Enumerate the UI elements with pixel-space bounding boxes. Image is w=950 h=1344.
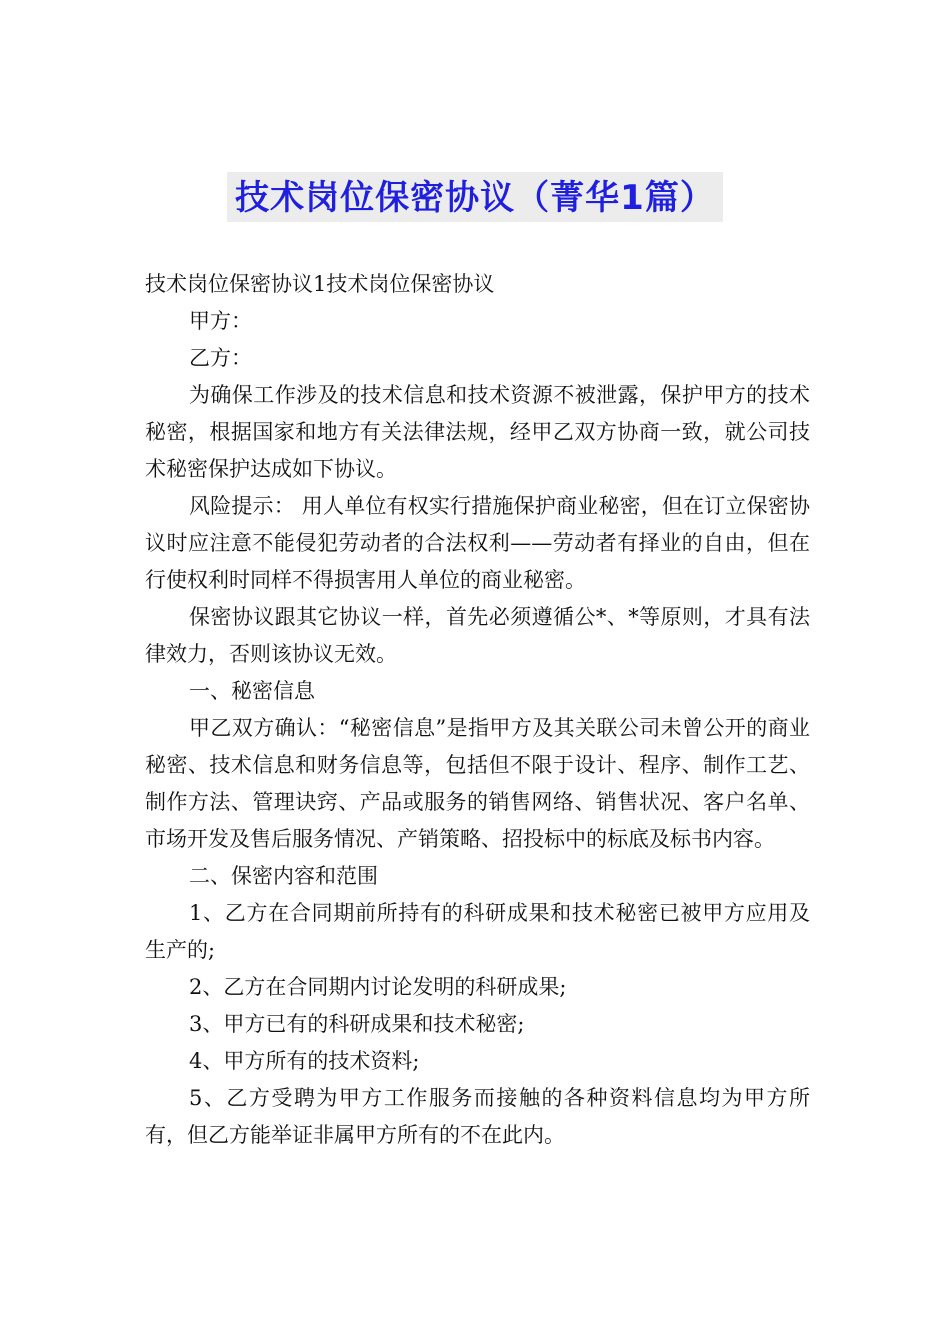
party-b-line: 乙方：	[189, 346, 252, 370]
secret-info-definition: 甲乙双方确认：“秘密信息”是指甲方及其关联公司未曾公开的商业秘密、技术信息和财务信息等，包括但不限于设计、程序、制作工艺、制作方法、管理诀窍、产品或服务的销售网络、销售状况、客户名单、市场开发及售后服务情况、产销策略、招投标中的标底及标书内容。	[145, 716, 810, 851]
scope-item-4: 4、甲方所有的技术资料;	[189, 1049, 420, 1073]
purpose-paragraph: 为确保工作涉及的技术信息和技术资源不被泄露，保护甲方的技术秘密，根据国家和地方有关法律法规，经甲乙双方协商一致，就公司技术秘密保护达成如下协议。	[145, 383, 810, 481]
scope-item-2: 2、乙方在合同期内讨论发明的科研成果;	[189, 975, 567, 999]
scope-item-3: 3、甲方已有的科研成果和技术秘密;	[189, 1012, 525, 1036]
title-container	[0, 172, 950, 222]
document-title: 技术岗位保密协议（菁华1篇）	[227, 172, 723, 222]
validity-paragraph: 保密协议跟其它协议一样，首先必须遵循公*、*等原则，才具有法律效力，否则该协议无效。	[145, 605, 810, 666]
paragraph-heading-line: 技术岗位保密协议1技术岗位保密协议	[145, 272, 495, 296]
party-a-line: 甲方：	[189, 309, 252, 333]
section-heading-secret-info: 一、秘密信息	[189, 679, 315, 703]
section-heading-scope: 二、保密内容和范围	[189, 864, 378, 888]
scope-item-1: 1、乙方在合同期前所持有的科研成果和技术秘密已被甲方应用及生产的;	[145, 901, 810, 962]
risk-notice-paragraph: 风险提示： 用人单位有权实行措施保护商业秘密，但在订立保密协议时应注意不能侵犯劳动者的合法权利——劳动者有择业的自由，但在行使权利时同样不得损害用人单位的商业秘密。	[145, 494, 810, 592]
scope-item-5: 5、乙方受聘为甲方工作服务而接触的各种资料信息均为甲方所有，但乙方能举证非属甲方所有的不在此内。	[145, 1086, 810, 1147]
document-body	[145, 266, 810, 1154]
